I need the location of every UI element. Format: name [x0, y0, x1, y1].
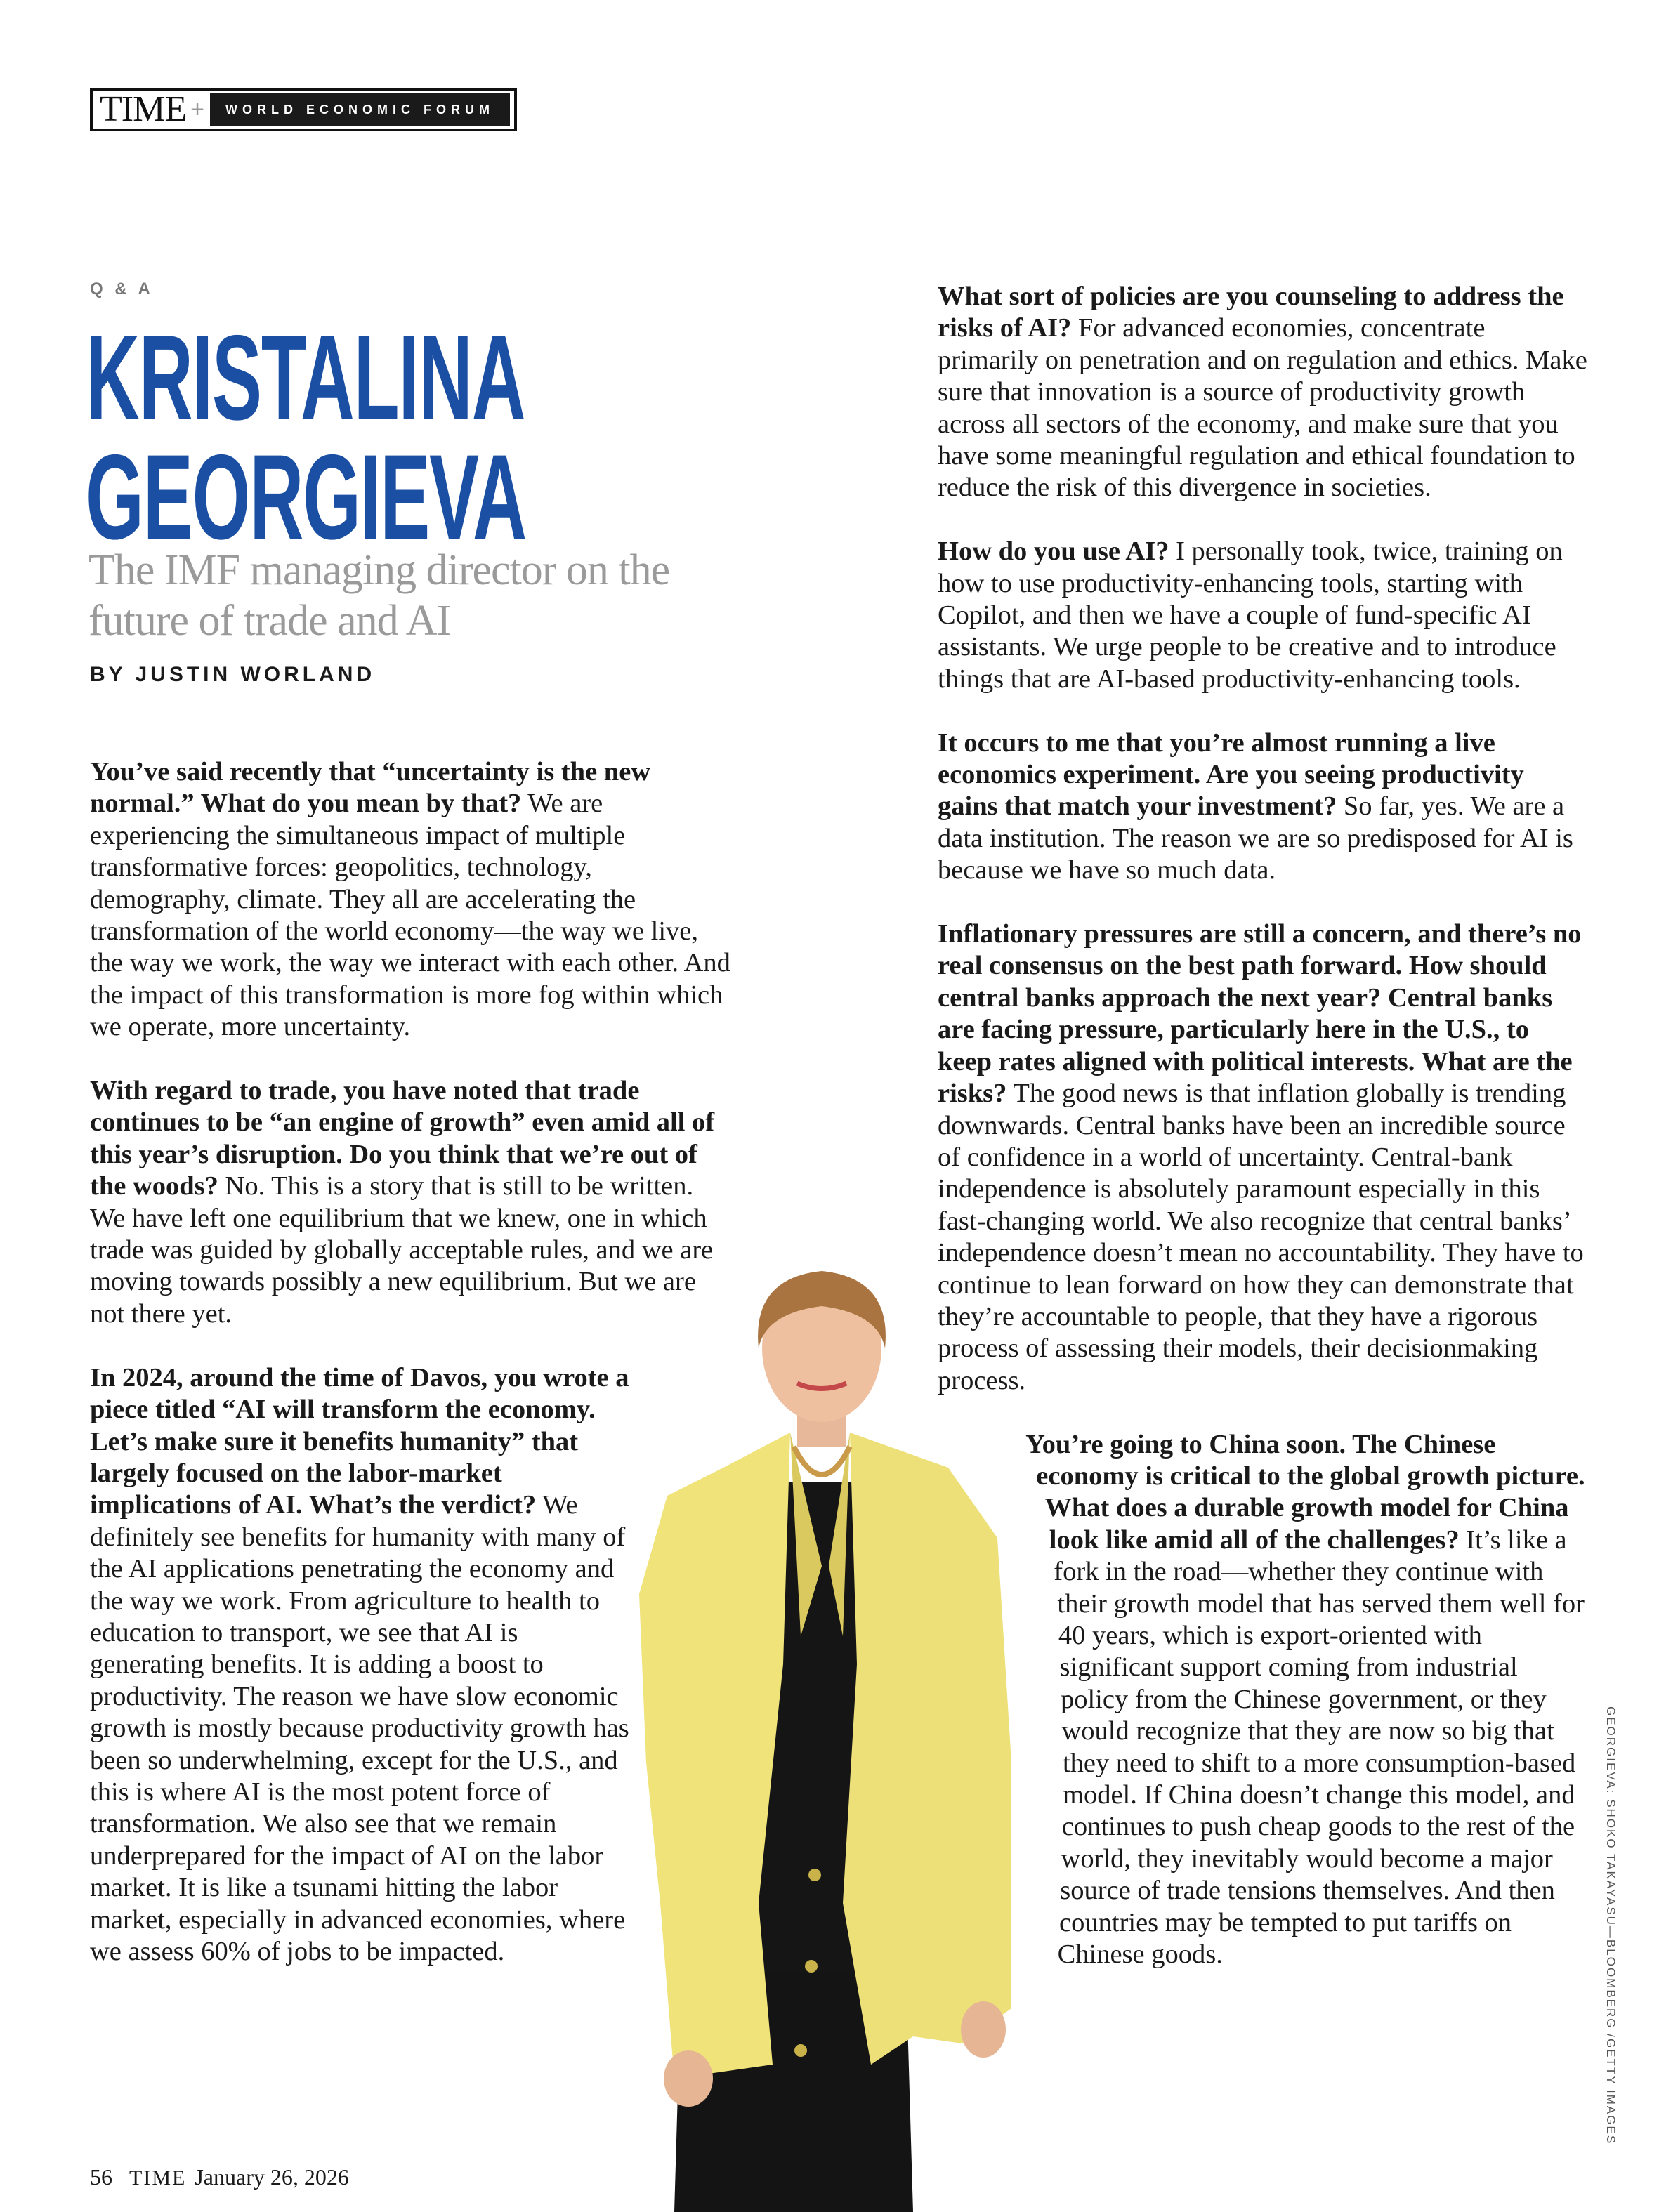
qa-item [938, 281, 1587, 504]
section-kicker: Q & A [90, 279, 154, 298]
left-column [90, 756, 733, 2000]
byline: BY JUSTIN WORLAND [90, 663, 376, 686]
question: Inflationary pressures are still a concern, and there’s no real consensus on the best path forward. How should central banks approach the next year? Central banks are facing pressure, particularly here in the U.S., to keep rates aligned with political interests. What are the risks? [938, 919, 1582, 1109]
answer: We are experiencing the simultaneous impact of multiple transformative forces: geopolitics, technology, demography, climate. They all are accelerating the transformation of the world economy—the way we live, the way we work, the way we interact with each other. And the impact of this transformation is more fog within which we operate, more uncertainty. [90, 789, 730, 1042]
qa-item [938, 536, 1587, 695]
issue-date: January 26, 2026 [195, 2164, 349, 2190]
question: You’re going to China soon. The Chinese economy is critical to the global growth picture. What does a durable growth model for China look like amid all of the challenges? [1025, 1429, 1585, 1555]
qa-item [938, 919, 1587, 1397]
time-wef-logo [90, 88, 517, 131]
time-logo-text: TIME [100, 89, 187, 129]
photo-credit-text: GEORGIEVA: SHOKO TAKAYASU—BLOOMBERG /GETTY IMAGES [1604, 1706, 1618, 2145]
headline-last-name: GEORGIEVA [86, 430, 526, 565]
headline-first-name: KRISTALINA [86, 310, 525, 445]
page-footer [90, 2164, 349, 2190]
question: It occurs to me that you’re almost running a live economics experiment. Are you seeing productivity gains that match your investment? [938, 728, 1524, 822]
qa-item [90, 756, 733, 1044]
question: You’ve said recently that “uncertainty is the new normal.” What do you mean by that? [90, 757, 651, 819]
wef-label: WORLD ECONOMIC FORUM [210, 93, 510, 126]
answer: No. This is a story that is still to be written. We have left one equilibrium that we knew, one in which trade was guided by globally acceptable rules, and we are moving towards possibly a new equilibrium. But we are not there yet. [90, 1171, 714, 1329]
necklace [794, 1447, 850, 1475]
answer: I personally took, twice, training on how to use productivity-enhancing tools, starting with Copilot, and then we have a couple of fund-specific AI assistants. We urge people to be creative and to introduce things that are AI-based productivity-enhancing tools. [938, 536, 1563, 694]
photo-credit [1604, 1706, 1625, 2145]
answer: The good news is that inflation globally is trending downwards. Central banks have been an incredible source of confidence in a world of uncertainty. Central-bank independence is absolutely paramount especially in this fast-changing world. We also recognize that central banks’ independence doesn’t mean no accountability. They have to continue to lean forward on how they can demonstrate that they’re accountable to people, that they have a rigorous process of assessing their models, their decisionmaking process. [938, 1079, 1584, 1395]
question: What sort of policies are you counseling to address the risks of AI? [938, 282, 1564, 343]
answer: So far, yes. We are a data institution. The reason we are so predisposed for AI is because we have so much data. [938, 791, 1573, 886]
qa-item [938, 728, 1587, 887]
magazine-name: TIME [129, 2166, 187, 2190]
question: With regard to trade, you have noted that trade continues to be “an engine of growth” even amid all of this year’s disruption. Do you think that we’re out of the woods? [90, 1076, 715, 1202]
answer: We definitely see benefits for humanity with many of the AI applications penetrating the economy and the way we work. From agriculture to health to education to transport, we see that AI is generating benefits. It is adding a boost to productivity. The reason we have slow economic growth is mostly because productivity growth has been so underwhelming, except for the U.S., and this is where AI is the most potent force of transformation. We also see that we remain underprepared for the impact of AI on the labor market. It is like a tsunami hitting the labor market, especially in advanced economies, where we assess 60% of jobs to be impacted. [90, 1490, 629, 1966]
right-column [938, 281, 1587, 2082]
answer: For advanced economies, concentrate primarily on penetration and on regulation and ethics. Make sure that innovation is a source of productivity growth across all sectors of the economy, and make sure that you have some meaningful regulation and ethical foundation to reduce the risk of this divergence in societies. [938, 313, 1587, 503]
qa-item [90, 1075, 733, 1330]
photo-wrap-spacer [938, 1429, 1064, 2082]
answer: It’s like a fork in the road—whether they continue with their growth model that has served them well for 40 years, which is export-oriented with significant support coming from industrial policy from the Chinese government, or they would recognize that they are now so big that they need to shift to a more consumption-based model. If China doesn’t change this model, and continues to push cheap goods to the rest of the world, they inevitably would become a major source of trade tensions themselves. And then countries may be tempted to put tariffs on Chinese goods. [1054, 1525, 1585, 1970]
question: In 2024, around the time of Davos, you wrote a piece titled “AI will transform the economy. Let’s make sure it benefits humanity” that largely focused on the labor-market implications of AI. What’s the verdict? [90, 1362, 629, 1520]
subtitle: The IMF managing director on the future of trade and AI [88, 546, 670, 645]
qa-item [90, 1362, 638, 1968]
question: How do you use AI? [938, 536, 1169, 567]
plus-sign: + [190, 96, 204, 123]
page-number: 56 [90, 2164, 112, 2190]
